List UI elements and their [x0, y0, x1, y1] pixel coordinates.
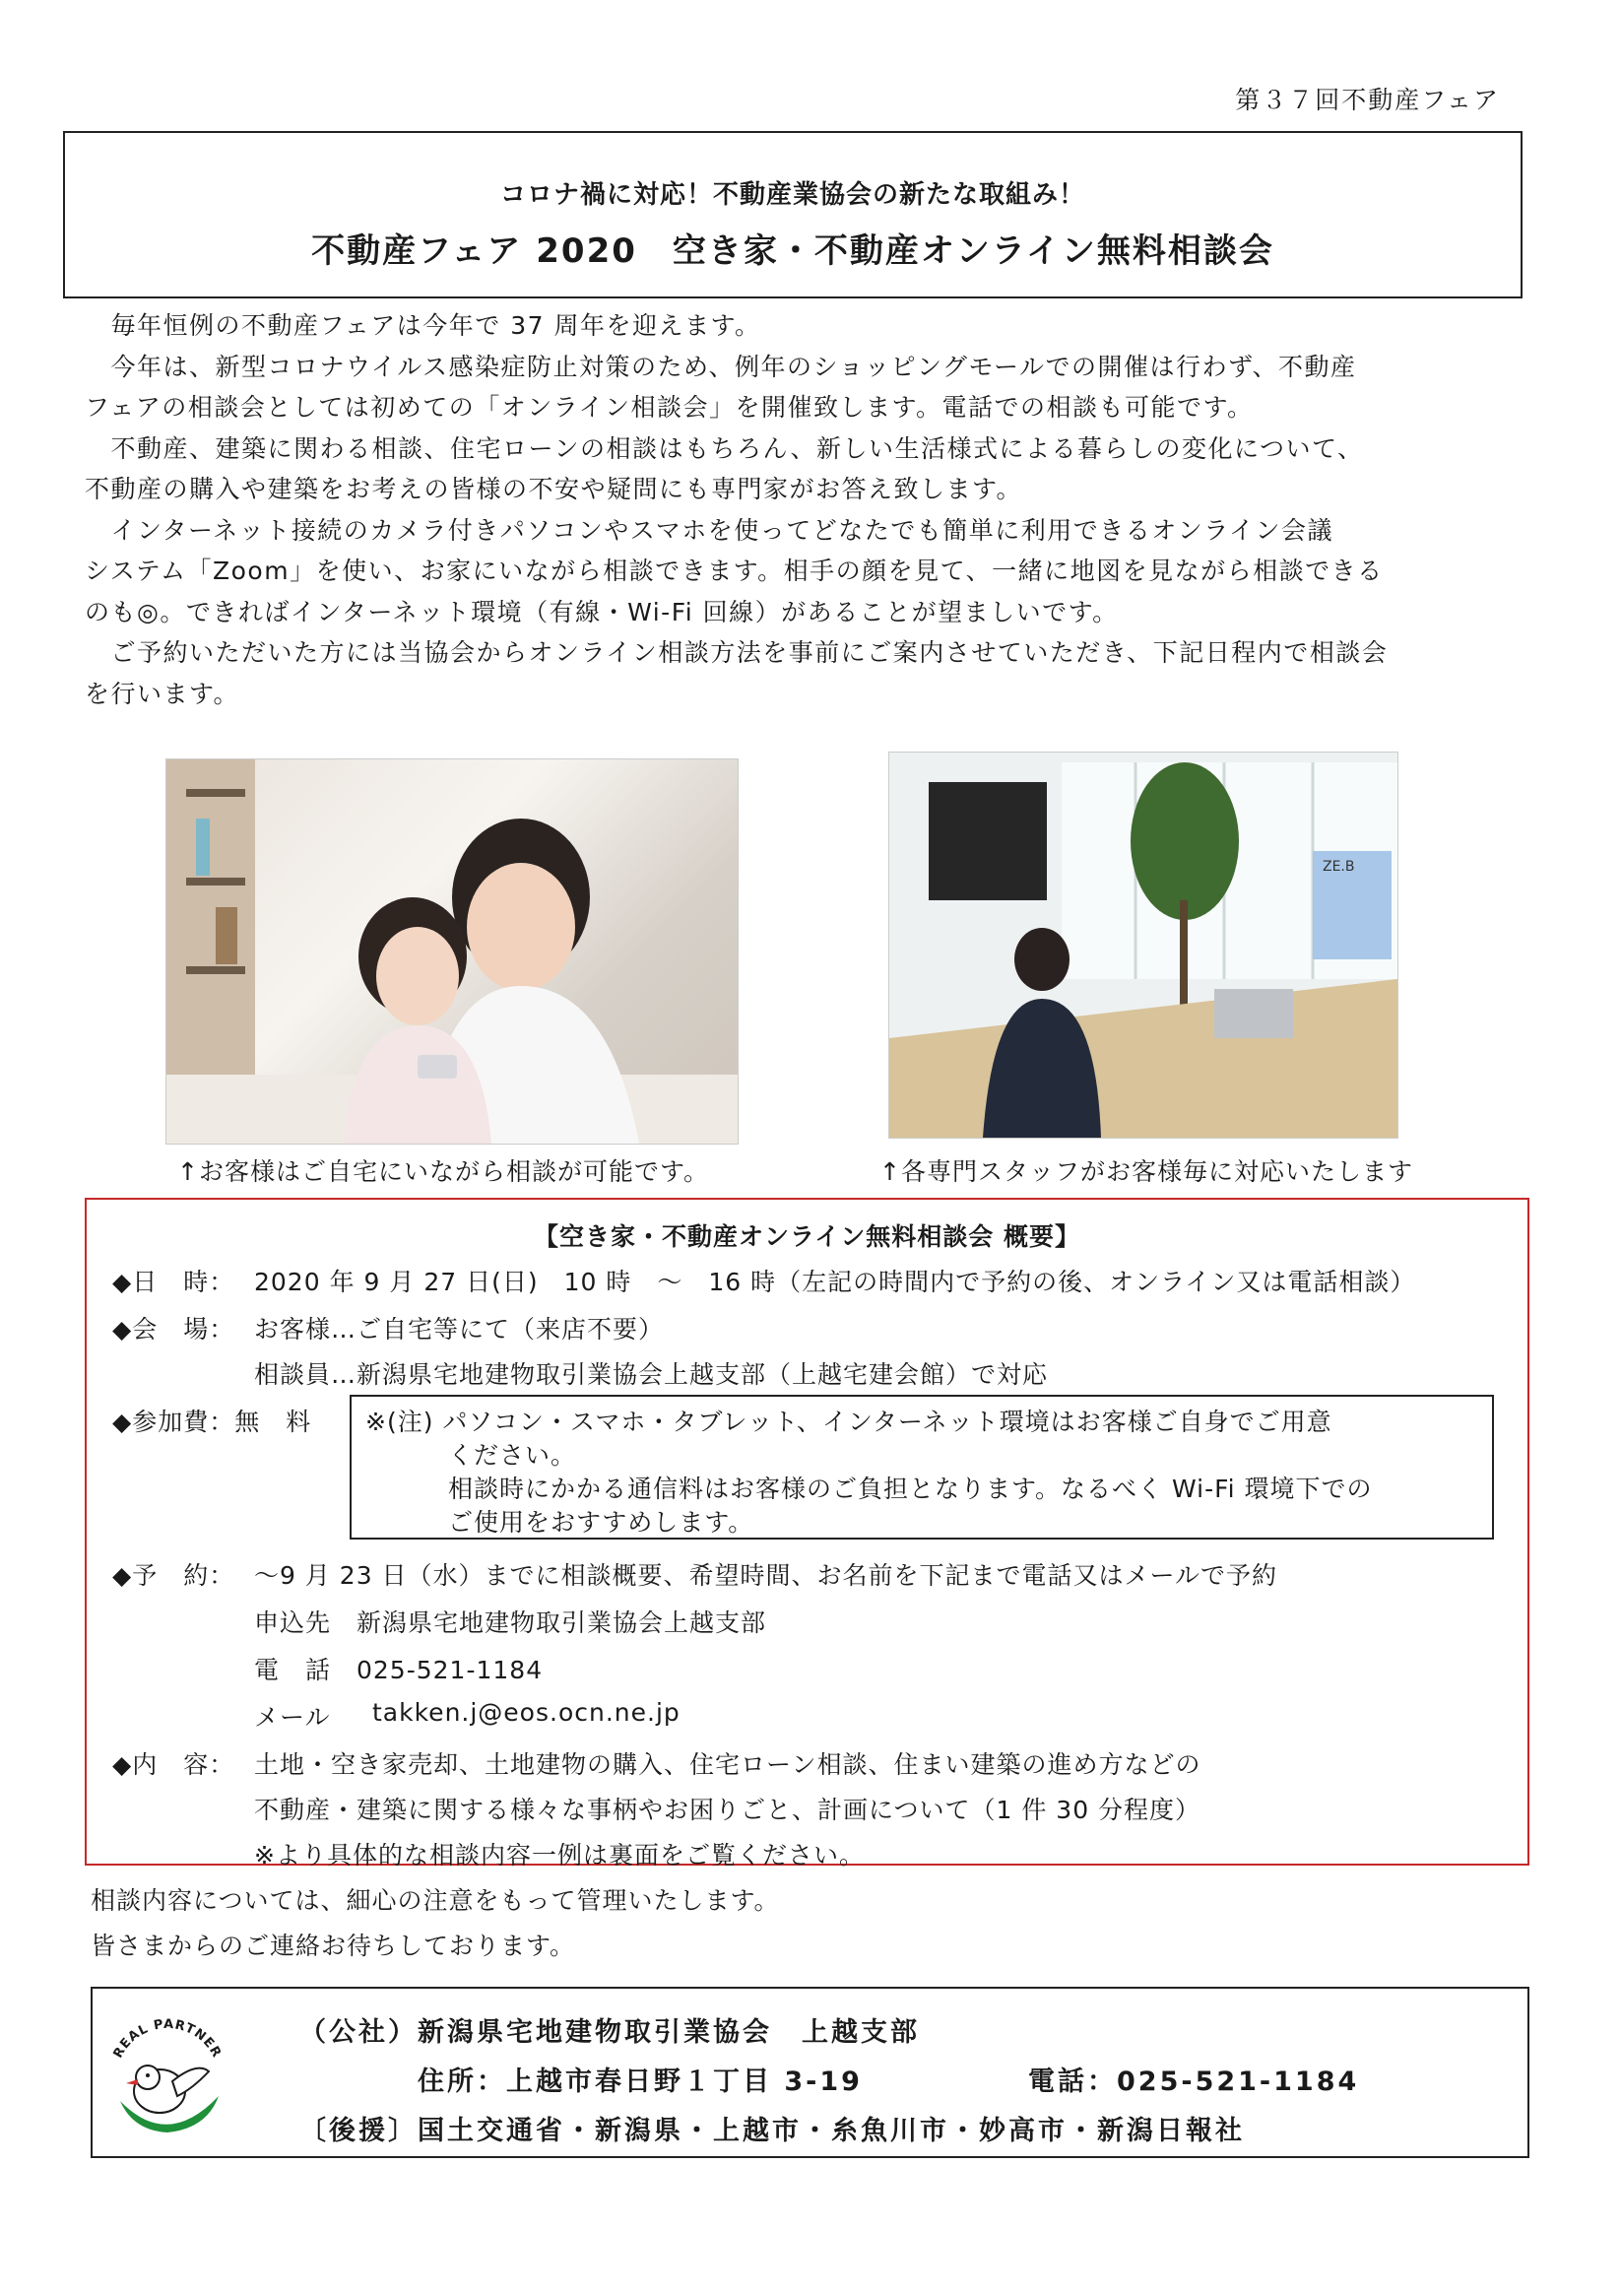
fee-note-line: 相談時にかかる通信料はお客様のご負担となります。なるべく Wi-Fi 環境下での — [448, 1475, 1373, 1503]
content-line: 不動産・建築に関する様々な事柄やお困りごと、計画について（1 件 30 分程度） — [254, 1796, 1201, 1824]
intro-line: システム「Zoom」を使い、お家にいながら相談できます。相手の顔を見て、一緒に地図を見ながら相談できる — [85, 557, 1384, 585]
intro-line: ご予約いただいた方には当協会からオンライン相談方法を事前にご案内させていただき、下記日程内で相談会 — [85, 638, 1389, 667]
footer-support: 〔後援〕国土交通省・新潟県・上越市・糸魚川市・妙高市・新潟日報社 — [299, 2116, 1245, 2146]
svg-text:REAL PARTNER — [111, 2017, 225, 2061]
intro-line: インターネット接続のカメラ付きパソコンやスマホを使ってどなたでも簡単に利用できるオンライン会議 — [85, 515, 1334, 545]
venue-label: ◆会 場： — [112, 1315, 235, 1344]
photo-caption-staff: ↑各専門スタッフがお客様毎に対応いたします — [879, 1157, 1413, 1186]
content-line: 土地・空き家売却、土地建物の購入、住宅ローン相談、住まい建築の進め方などの — [254, 1750, 1201, 1779]
intro-line: フェアの相談会としては初めての「オンライン相談会」を開催致します。電話での相談も可能です。 — [85, 393, 1254, 422]
office-illustration — [889, 753, 1397, 1138]
venue-customer: お客様…ご自宅等にて（来店不要） — [254, 1315, 665, 1344]
sign-text: ZE.B — [1323, 859, 1355, 875]
venue-staff: 相談員…新潟県宅地建物取引業協会上越支部（上越宅建会館）で対応 — [254, 1360, 1049, 1389]
closing-invite: 皆さまからのご連絡お待ちしております。 — [91, 1932, 576, 1960]
intro-line: 今年は、新型コロナウイルス感染症防止対策のため、例年のショッピングモールでの開催は行わず、不動産 — [85, 352, 1357, 381]
mail-address[interactable]: takken.j@eos.ocn.ne.jp — [372, 1698, 681, 1727]
closing-privacy: 相談内容については、細心の注意をもって管理いたします。 — [91, 1886, 780, 1915]
footer-address: 住所：上越市春日野１丁目 3-19 — [418, 2066, 863, 2097]
reserve-value: ～9 月 23 日（水）までに相談概要、希望時間、お名前を下記まで電話又はメールで予約 — [254, 1561, 1278, 1590]
overview-box — [85, 1198, 1529, 1870]
content-note: ※より具体的な相談内容一例は裏面をご覧ください。 — [254, 1841, 865, 1870]
intro-line: 不動産の購入や建築をお考えの皆様の不安や疑問にも専門家がお答え致します。 — [85, 475, 1023, 503]
intro-text — [85, 305, 1532, 714]
mail-label: メール — [254, 1703, 331, 1732]
phone-number: 電 話 025-521-1184 — [254, 1656, 544, 1684]
reserve-label: ◆予 約： — [112, 1561, 235, 1590]
footer-organization: （公社）新潟県宅地建物取引業協会 上越支部 — [299, 2017, 920, 2048]
intro-line: 毎年恒例の不動産フェアは今年で 37 周年を迎えます。 — [85, 311, 761, 340]
fee-note-box — [350, 1395, 1494, 1540]
date-label: ◆日 時： — [112, 1268, 235, 1296]
title-box — [63, 131, 1523, 298]
logo-text: REAL PARTNER — [110, 2016, 225, 2062]
fee-label: ◆参加費：無 料 — [112, 1408, 312, 1436]
footer-phone: 電話：025-521-1184 — [1028, 2066, 1360, 2097]
intro-line: を行います。 — [85, 679, 240, 708]
photo-caption-customer: ↑お客様はご自宅にいながら相談が可能です。 — [177, 1157, 709, 1186]
real-partner-logo — [98, 2002, 236, 2150]
footer-box — [91, 1987, 1529, 2158]
content-label: ◆内 容： — [112, 1750, 235, 1779]
intro-line: 不動産、建築に関わる相談、住宅ローンの相談はもちろん、新しい生活様式による暮らしの変化について、 — [85, 433, 1364, 463]
intro-line: のも◎。できればインターネット環境（有線・Wi-Fi 回線）があることが望ましいです。 — [85, 597, 1119, 626]
date-value: 2020 年 9 月 27 日(日) 10 時 ～ 16 時（左記の時間内で予約の後、オンライン又は電話相談） — [254, 1268, 1416, 1296]
fee-note-line: ください。 — [448, 1441, 577, 1470]
photo-couple-smartphone — [165, 758, 739, 1145]
applicant: 申込先 新潟県宅地建物取引業協会上越支部 — [254, 1608, 767, 1637]
dove-logo-icon — [98, 2002, 236, 2150]
couple-illustration — [166, 759, 738, 1144]
fee-note-line: ご使用をおすすめします。 — [448, 1508, 754, 1537]
title-heading: 不動産フェア 2020 空き家・不動産オンライン無料相談会 — [311, 231, 1274, 271]
photo-staff-office — [888, 752, 1398, 1139]
fee-note-line: ※(注) パソコン・スマホ・タブレット、インターネット環境はお客様ご自身でご用意 — [365, 1408, 1332, 1436]
fair-edition-note: 第３７回不動産フェア — [1235, 86, 1500, 114]
overview-title: 【空き家・不動産オンライン無料相談会 概要】 — [534, 1222, 1080, 1251]
title-subheading: コロナ禍に対応！不動産業協会の新たな取組み！ — [499, 180, 1085, 210]
